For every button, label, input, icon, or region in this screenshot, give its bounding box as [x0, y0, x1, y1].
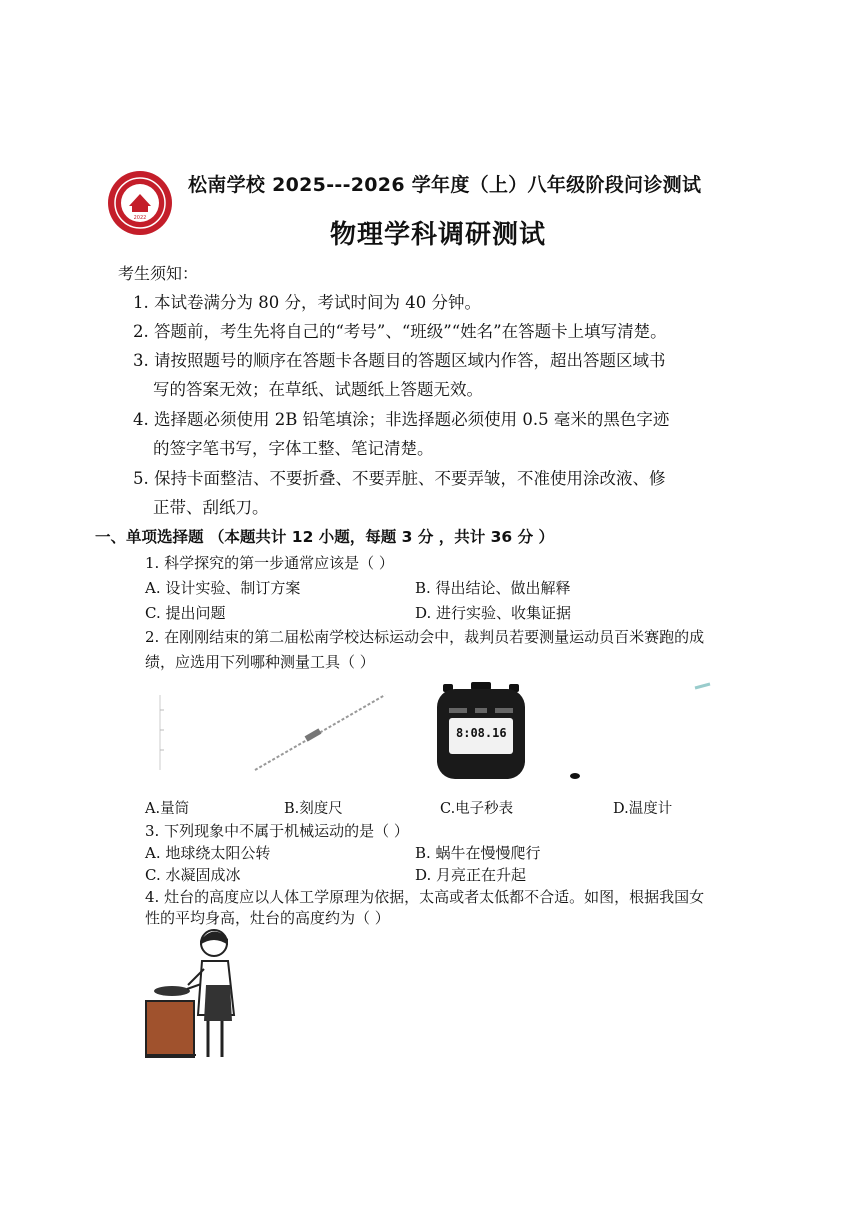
question-1-option-a: A. 设计实验、制订方案 [145, 579, 301, 597]
graduated-cylinder-icon [150, 690, 180, 780]
thermometer-icon [565, 682, 715, 782]
question-4-stem-continued: 性的平均身高，灶台的高度约为（ ） [145, 909, 390, 927]
notice-item: 正带、刮纸刀。 [153, 498, 269, 517]
woman-cooking-illustration-icon [142, 925, 246, 1063]
question-3-option-d: D. 月亮正在升起 [415, 866, 527, 884]
logo-year: 2022 [133, 215, 147, 221]
question-4-stem: 4. 灶台的高度应以人体工学原理为依据，太高或者太低都不合适。如图，根据我国女 [145, 888, 705, 906]
notice-item: 1. 本试卷满分为 80 分，考试时间为 40 分钟。 [133, 293, 481, 312]
question-2-option-d: D.温度计 [613, 801, 673, 817]
question-2-option-b: B.刻度尺 [284, 801, 343, 817]
question-3-option-c: C. 水凝固成冰 [145, 866, 241, 884]
question-1-stem: 1. 科学探究的第一步通常应该是（ ） [145, 554, 394, 572]
school-header: 松南学校 2025---2026 学年度（上）八年级阶段问诊测试 [188, 174, 702, 196]
question-2-stem-continued: 绩，应选用下列哪种测量工具（ ） [145, 653, 375, 671]
school-seal-logo-icon [107, 170, 173, 236]
question-1-option-c: C. 提出问题 [145, 604, 226, 622]
notice-item: 写的答案无效；在草纸、试题纸上答题无效。 [153, 380, 483, 399]
question-3-stem: 3. 下列现象中不属于机械运动的是（ ） [145, 822, 409, 840]
question-1-option-d: D. 进行实验、收集证据 [415, 604, 572, 622]
page-title: 物理学科调研测试 [330, 220, 547, 250]
notice-item: 4. 选择题必须使用 2B 铅笔填涂；非选择题必须使用 0.5 毫米的黑色字迹 [133, 410, 670, 429]
stopwatch-display: 8:08.16 [456, 726, 507, 740]
question-1-option-b: B. 得出结论、做出解释 [415, 579, 571, 597]
question-2-option-a: A.量筒 [145, 801, 190, 817]
notice-item: 2. 答题前，考生先将自己的“考号”、“班级”“姓名”在答题卡上填写清楚。 [133, 322, 667, 341]
notice-heading: 考生须知： [118, 264, 199, 283]
ruler-icon [250, 690, 390, 775]
section-heading: 一、单项选择题 （本题共计 12 小题，每题 3 分 ，共计 36 分 ） [95, 528, 554, 546]
notice-item: 3. 请按照题号的顺序在答题卡各题目的答题区域内作答，超出答题区域书 [133, 351, 666, 370]
notice-item: 的签字笔书写，字体工整、笔记清楚。 [153, 439, 434, 458]
notice-item: 5. 保持卡面整洁、不要折叠、不要弄脏、不要弄皱，不准使用涂改液、修 [133, 469, 666, 488]
question-2-option-c: C.电子秒表 [440, 801, 514, 817]
question-3-option-b: B. 蜗牛在慢慢爬行 [415, 844, 541, 862]
question-2-stem: 2. 在刚刚结束的第二届松南学校达标运动会中，裁判员若要测量运动员百米赛跑的成 [145, 628, 705, 646]
question-3-option-a: A. 地球绕太阳公转 [145, 844, 271, 862]
